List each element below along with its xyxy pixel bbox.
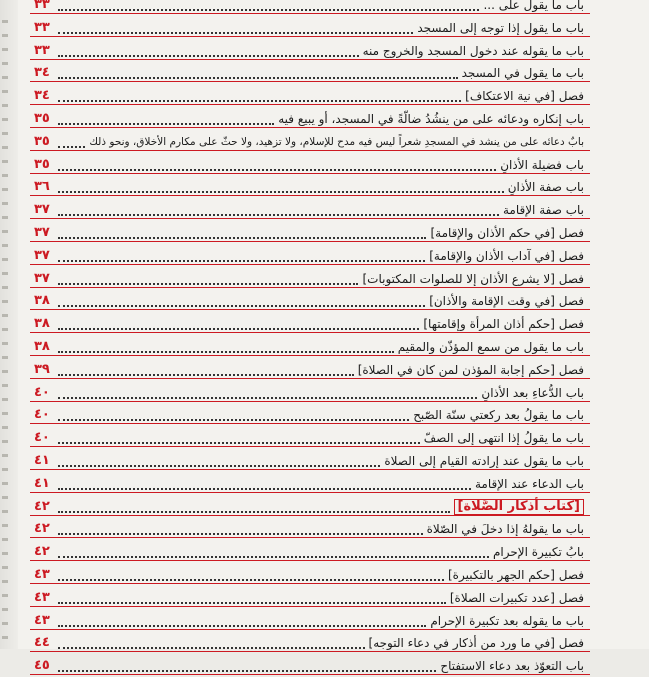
toc-entry[interactable] — [30, 17, 590, 39]
leader-dots — [58, 511, 450, 513]
entry-title: باب إنكاره ودعائه على من ينشُدُ ضالّةً في المسجد، أو يبيع فيه — [278, 112, 584, 126]
page-number: ٣٧ — [34, 202, 50, 218]
page-edge-mark — [2, 146, 8, 149]
entry-title: باب ما يقوله بعد تكبيرة الإحرام — [430, 613, 584, 628]
page-edge-mark — [2, 174, 8, 177]
toc-entry[interactable] — [30, 473, 590, 495]
page-number: ٣٨ — [34, 316, 50, 332]
page-edge-mark — [2, 468, 8, 471]
toc-entry[interactable] — [30, 610, 590, 632]
leader-dots — [58, 214, 499, 216]
leader-dots — [58, 579, 444, 581]
page-number: ٤١ — [34, 475, 50, 491]
toc-entry[interactable] — [30, 518, 590, 540]
row-rule — [30, 36, 590, 37]
entry-title: باب ما يقول إذا توجه إلى المسجد — [417, 20, 584, 35]
toc-entry[interactable] — [30, 655, 590, 677]
toc-entry[interactable] — [30, 541, 590, 563]
toc-entry[interactable] — [30, 245, 590, 267]
page-edge-mark — [2, 104, 8, 107]
toc-entry[interactable] — [30, 62, 590, 84]
entry-title: باب ما يقوله عند دخول المسجد والخروج منه — [362, 43, 584, 58]
leader-dots — [58, 419, 409, 421]
toc-entry[interactable] — [30, 427, 590, 449]
page-edge-mark — [2, 48, 8, 51]
row-rule — [30, 378, 590, 379]
page-number: ٤٠ — [34, 407, 50, 423]
toc-entry[interactable] — [30, 450, 590, 472]
entry-title: فصل [في حكم الأذان والإقامة] — [430, 226, 584, 240]
page-edge-mark — [2, 258, 8, 261]
toc-entry[interactable] — [30, 108, 590, 130]
row-rule — [30, 218, 590, 219]
toc-entry[interactable] — [30, 131, 590, 153]
leader-dots — [58, 647, 365, 649]
page-edge-mark — [2, 356, 8, 359]
page-edge-mark — [2, 426, 8, 429]
leader-dots — [58, 260, 425, 262]
page-edge-mark — [2, 76, 8, 79]
page-number: ٣٣ — [34, 0, 50, 12]
row-rule — [30, 104, 590, 105]
page-number: ٣٦ — [34, 179, 50, 195]
leader-dots — [58, 146, 85, 148]
entry-title: فصل [في وقت الإقامة والأذان] — [429, 294, 584, 309]
leader-dots — [58, 169, 496, 171]
page-edge-mark — [2, 636, 8, 639]
page-edge-mark — [2, 524, 8, 527]
row-rule — [30, 309, 590, 310]
page-edge-mark — [2, 454, 8, 457]
page-edge-mark — [2, 34, 8, 37]
page-edge-mark — [2, 328, 8, 331]
toc-entry[interactable] — [30, 404, 590, 426]
toc-entry[interactable] — [30, 85, 590, 107]
page-number: ٣٨ — [34, 293, 50, 309]
entry-title: بابُ تكبيرة الإحرام — [492, 545, 584, 560]
leader-dots — [58, 123, 274, 125]
row-rule — [30, 195, 590, 196]
entry-title: باب التعوّذ بعد دعاء الاستفتاح — [440, 659, 584, 674]
entry-title: باب ما يقول من سمع المؤذّن والمقيم — [397, 340, 584, 354]
page-edge-mark — [2, 594, 8, 597]
entry-title: باب الدعاء عند الإقامة — [475, 476, 584, 491]
toc-entry[interactable] — [30, 290, 590, 312]
row-rule — [30, 355, 590, 356]
page-number: ٤٢ — [34, 498, 50, 514]
row-rule — [30, 332, 590, 333]
page-edge-mark — [2, 552, 8, 555]
page-edge-mark — [2, 272, 8, 275]
page-edge-mark — [2, 188, 8, 191]
page-edge-mark — [2, 412, 8, 415]
row-rule — [30, 469, 590, 470]
row-rule — [30, 264, 590, 265]
entry-title: فصل [في نية الاعتكاف] — [465, 89, 584, 104]
toc-entry[interactable] — [30, 587, 590, 609]
toc-entry[interactable] — [30, 176, 590, 198]
entry-title: فصل [في آداب الأذان والإقامة] — [429, 248, 584, 263]
page-edge-mark — [2, 608, 8, 611]
leader-dots — [58, 465, 380, 467]
page-edge-mark — [2, 622, 8, 625]
leader-dots — [58, 55, 359, 57]
row-rule — [30, 446, 590, 447]
page-edge-mark — [2, 202, 8, 205]
row-rule — [30, 629, 590, 630]
entry-title: باب ما يقولُ إذا انتهى إلى الصفّ — [423, 431, 584, 446]
entry-title: باب الدُّعاءِ بعد الأذانِ — [481, 385, 584, 400]
entry-title: فصل [حكم أذان المرأة وإقامتها] — [423, 317, 584, 332]
toc-entry[interactable] — [30, 632, 590, 654]
row-rule — [30, 583, 590, 584]
row-rule — [30, 492, 590, 493]
page-number: ٣٥ — [34, 156, 50, 172]
entry-title: باب صفة الإقامة — [502, 203, 584, 218]
toc-entry[interactable] — [30, 382, 590, 404]
leader-dots — [58, 100, 461, 102]
row-rule — [30, 173, 590, 174]
leader-dots — [58, 283, 358, 285]
row-rule — [30, 13, 590, 14]
page-edge-mark — [2, 216, 8, 219]
leader-dots — [58, 77, 458, 79]
toc-entry[interactable] — [30, 564, 590, 586]
leader-dots — [58, 9, 479, 11]
leader-dots — [58, 351, 394, 353]
leader-dots — [58, 488, 471, 490]
leader-dots — [58, 625, 426, 627]
page-edge-mark — [2, 90, 8, 93]
page-number: ٤٢ — [34, 521, 50, 537]
page-number: ٤٣ — [34, 612, 50, 628]
entry-title: باب ما يقول على ... — [483, 0, 584, 12]
leader-dots — [58, 670, 436, 672]
row-rule — [30, 241, 590, 242]
page-number: ٤٠ — [34, 430, 50, 446]
leader-dots — [58, 305, 425, 307]
page-edge-mark — [2, 440, 8, 443]
toc-entry[interactable] — [30, 313, 590, 335]
row-rule — [30, 674, 590, 675]
entry-title: باب ما يقول عند إرادته القيام إلى الصلاة — [384, 454, 584, 468]
page-edge-mark — [2, 300, 8, 303]
page-edge-mark — [2, 118, 8, 121]
toc-entry[interactable] — [30, 0, 590, 16]
toc-entry[interactable] — [30, 336, 590, 358]
page-edge-mark — [2, 230, 8, 233]
page-edge-mark — [2, 538, 8, 541]
page-number: ٤٣ — [34, 589, 50, 605]
entry-title: باب ما يقولُ بعد ركعتي سنّة الصّبح — [413, 408, 584, 423]
page-edge-mark — [2, 398, 8, 401]
page-edge-mark — [2, 384, 8, 387]
page-edge-mark — [2, 132, 8, 135]
entry-title: فصل [حكم الجهر بالتكبيرة] — [447, 568, 584, 582]
leader-dots — [58, 602, 446, 604]
leader-dots — [58, 556, 489, 558]
page-edge-mark — [2, 286, 8, 289]
page-number: ٤٠ — [34, 384, 50, 400]
page-number: ٣٨ — [34, 339, 50, 354]
row-rule — [30, 423, 590, 424]
row-rule — [30, 560, 590, 561]
entry-title: باب صفة الأذانِ — [507, 180, 584, 195]
entry-title: باب ما يقول في المسجد — [461, 66, 584, 81]
leader-dots — [58, 237, 426, 239]
toc-entry[interactable] — [30, 359, 590, 381]
entry-title: بابٌ دعائه على من ينشد في المسجدِ شعراً ليس فيه مدح للإسلام، ولا تزهيد، ولا حثّ على مكارم الأخلاق، ونحو ذلك — [89, 135, 584, 148]
toc-entry[interactable] — [30, 154, 590, 176]
leader-dots — [58, 442, 420, 444]
leader-dots — [58, 328, 419, 330]
page-edge-mark — [2, 314, 8, 317]
page-edge-mark — [2, 160, 8, 163]
entry-title: فصل [في ما ورد من أذكار في دعاء التوجه] — [368, 636, 584, 651]
page-number: ٤٢ — [34, 544, 50, 560]
row-rule — [30, 537, 590, 538]
leader-dots — [58, 32, 413, 34]
row-rule — [30, 401, 590, 402]
leader-dots — [58, 397, 477, 399]
page-edge-mark — [2, 20, 8, 23]
page-number: ٣٣ — [34, 42, 50, 58]
page-edge-mark — [2, 566, 8, 569]
entry-title: فصل [لا يشرع الأذان إلا للصلوات المكتوبات] — [362, 271, 584, 286]
row-rule — [30, 287, 590, 288]
page-edge-mark — [2, 342, 8, 345]
leader-dots — [58, 374, 354, 376]
page-edge-mark — [2, 62, 8, 65]
toc-entry[interactable] — [30, 199, 590, 221]
entry-title: فصل [عدد تكبيرات الصلاة] — [449, 590, 584, 605]
page-number: ٤٣ — [34, 567, 50, 582]
page-number: ٣٧ — [34, 247, 50, 263]
page-number: ٤٤ — [34, 635, 50, 651]
page-edge-mark — [2, 580, 8, 583]
page-number: ٣٩ — [34, 361, 50, 377]
page-number: ٣٥ — [34, 133, 50, 149]
row-rule — [30, 81, 590, 82]
toc-entry[interactable] — [30, 40, 590, 62]
page-number: ٣٧ — [34, 270, 50, 286]
toc-entry[interactable] — [30, 268, 590, 290]
leader-dots — [58, 533, 423, 535]
section-title: [كتاب أذكار الصَّلاة] — [454, 499, 585, 515]
page-number: ٣٤ — [34, 65, 50, 81]
page-edge-mark — [2, 370, 8, 373]
page-number: ٤٥ — [34, 658, 50, 674]
row-rule — [30, 606, 590, 607]
entry-title: باب فضيلة الأذانِ — [500, 157, 584, 172]
row-rule — [30, 515, 590, 516]
page-number: ٣٤ — [34, 88, 50, 104]
toc-section-heading[interactable] — [30, 496, 590, 518]
row-rule — [30, 59, 590, 60]
page-edge-mark — [2, 496, 8, 499]
row-rule — [30, 150, 590, 151]
leader-dots — [58, 191, 504, 193]
page-edge-mark — [2, 244, 8, 247]
entry-title: فصل [حكم إجابة المؤذن لمن كان في الصلاة] — [357, 362, 584, 377]
toc-entry[interactable] — [30, 222, 590, 244]
row-rule — [30, 651, 590, 652]
page-number: ٤١ — [34, 453, 50, 468]
entry-title: باب ما يقولهُ إذا دخلَ في الصّلاة — [426, 522, 584, 537]
page-number: ٣٣ — [34, 19, 50, 35]
row-rule — [30, 127, 590, 128]
page-edge-mark — [2, 482, 8, 485]
page-edge-mark — [2, 510, 8, 513]
page-number: ٣٧ — [34, 225, 50, 240]
page-number: ٣٥ — [34, 111, 50, 126]
